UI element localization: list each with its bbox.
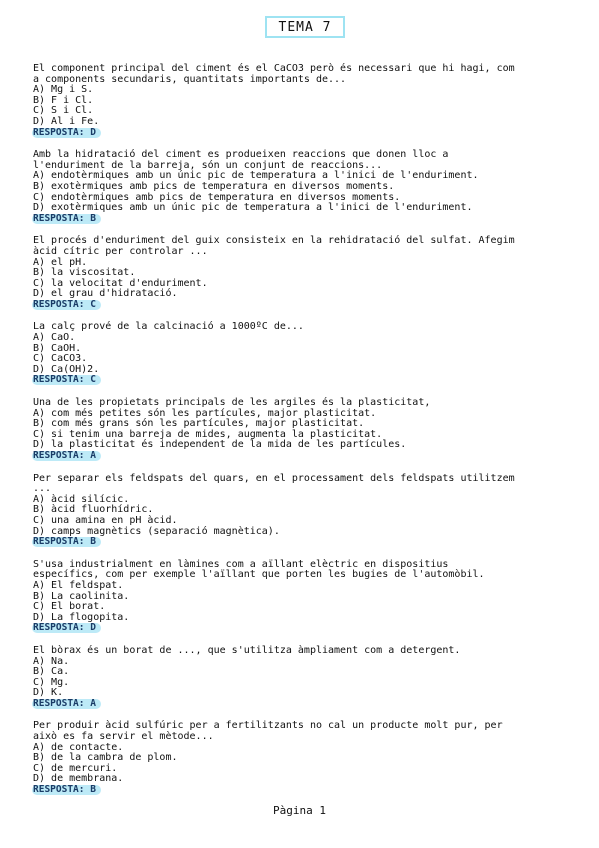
answer-highlight: RESPOSTA: B <box>32 785 101 795</box>
question-text: El component principal del ciment és el CaCO3 però és necessari que hi hagi, com <box>33 63 515 74</box>
question-block <box>33 398 573 462</box>
answer-row <box>33 785 573 796</box>
answer-option: B) la viscositat. <box>33 267 136 279</box>
answer-option: A) àcid silícic. <box>33 493 130 505</box>
page-number: Pàgina 1 <box>273 804 326 817</box>
answer-option: C) si tenim una barreja de mides, augmenta la plasticitat. <box>33 428 383 440</box>
answer-option: B) de la cambra de plom. <box>33 752 178 764</box>
answer-highlight: RESPOSTA: A <box>32 699 101 709</box>
answer-option: B) exotèrmiques amb pics de temperatura en diversos moments. <box>33 180 395 192</box>
answer-highlight: RESPOSTA: D <box>32 623 101 633</box>
answer-highlight: RESPOSTA: D <box>32 128 101 138</box>
answer-option: A) el pH. <box>33 256 88 268</box>
question-text: Per separar els feldspats del quars, en el processament dels feldspats utilitzem <box>33 472 515 484</box>
question-block <box>33 150 573 224</box>
answer-option: A) endotèrmiques amb un únic pic de temperatura a l'inici de l'enduriment. <box>33 170 479 182</box>
answer-option: D) exotèrmiques amb un únic pic de temperatura a l'inici de l'enduriment. <box>33 202 473 214</box>
question-text: ... <box>33 483 52 495</box>
answer-option: A) de contacte. <box>33 741 124 753</box>
answer-option: D) Ca(OH)2. <box>33 363 100 375</box>
question-text: Per produir àcid sulfúric per a fertilitzants no cal un producte molt pur, per <box>33 720 503 732</box>
answer-highlight: RESPOSTA: B <box>32 537 101 547</box>
question-text: Amb la hidratació del ciment es produeixen reaccions que donen lloc a <box>33 149 449 161</box>
question-block <box>33 64 573 138</box>
question-block <box>33 322 573 386</box>
answer-option: A) El feldspat. <box>33 579 124 591</box>
answer-option: C) la velocitat d'enduriment. <box>33 277 208 289</box>
answer-option: C) S i Cl. <box>33 105 94 117</box>
answer-option: B) La caolinita. <box>33 590 130 602</box>
answer-row <box>33 375 573 386</box>
question-text: àcid cítric per controlar ... <box>33 245 208 257</box>
question-block <box>33 721 573 795</box>
answer-highlight: RESPOSTA: A <box>32 451 101 461</box>
answer-option: A) Na. <box>33 655 70 667</box>
question-text: l'enduriment de la barreja, són un conjunt de reaccions... <box>33 159 383 171</box>
answer-highlight: RESPOSTA: B <box>32 214 101 224</box>
answer-option: B) àcid fluorhídric. <box>33 504 154 516</box>
answer-highlight: RESPOSTA: C <box>32 300 101 310</box>
answer-option: C) una amina en pH àcid. <box>33 514 178 526</box>
question-text: això es fa servir el mètode... <box>33 731 214 743</box>
answer-option: C) endotèrmiques amb pics de temperatura en diversos moments. <box>33 191 401 203</box>
answer-option: B) Ca. <box>33 666 70 678</box>
answer-row <box>33 214 573 225</box>
answer-option: A) CaO. <box>33 332 76 344</box>
answer-row <box>33 451 573 462</box>
answer-option: D) La flogopita. <box>33 611 130 623</box>
answer-option: D) el grau d'hidratació. <box>33 288 178 300</box>
answer-option: B) com més grans són les partícules, major plasticitat. <box>33 418 365 430</box>
answer-row <box>33 623 573 634</box>
answer-option: C) de mercuri. <box>33 762 118 774</box>
question-block <box>33 560 573 634</box>
question-text: La calç prové de la calcinació a 1000ºC de... <box>33 321 304 333</box>
answer-option: D) de membrana. <box>33 773 124 785</box>
question-text: Una de les propietats principals de les argiles és la plasticitat, <box>33 397 431 409</box>
question-text: El bòrax és un borat de ..., que s'utilitza àmpliament com a detergent. <box>33 644 461 656</box>
question-list <box>33 64 573 808</box>
answer-option: C) Mg. <box>33 676 70 688</box>
answer-option: B) F i Cl. <box>33 94 94 106</box>
answer-option: D) camps magnètics (separació magnètica). <box>33 525 280 537</box>
question-block <box>33 646 573 710</box>
question-text: El procés d'enduriment del guix consisteix en la rehidratació del sulfat. Afegim <box>33 235 515 247</box>
question-text: S'usa industrialment en làmines com a aïllant elèctric en dispositius <box>33 558 449 570</box>
answer-row <box>33 537 573 548</box>
answer-option: D) la plasticitat és independent de la mida de les partícules. <box>33 439 407 451</box>
question-text: a components secundaris, quantitats importants de... <box>33 73 347 85</box>
question-text: específics, com per exemple l'aïllant que porten les bugies de l'automòbil. <box>33 569 485 581</box>
answer-option: A) com més petites són les partícules, major plasticitat. <box>33 407 377 419</box>
answer-option: A) Mg i S. <box>33 84 94 96</box>
answer-row <box>33 128 573 139</box>
answer-option: D) K. <box>33 687 64 699</box>
answer-option: C) CaCO3. <box>33 353 88 365</box>
answer-option: B) CaOH. <box>33 342 82 354</box>
question-block <box>33 236 573 310</box>
answer-option: D) Al i Fe. <box>33 115 100 127</box>
answer-highlight: RESPOSTA: C <box>32 375 101 385</box>
answer-option: C) El borat. <box>33 601 106 613</box>
question-block <box>33 474 573 548</box>
page-title: TEMA 7 <box>265 16 345 38</box>
answer-row <box>33 300 573 311</box>
answer-row <box>33 699 573 710</box>
